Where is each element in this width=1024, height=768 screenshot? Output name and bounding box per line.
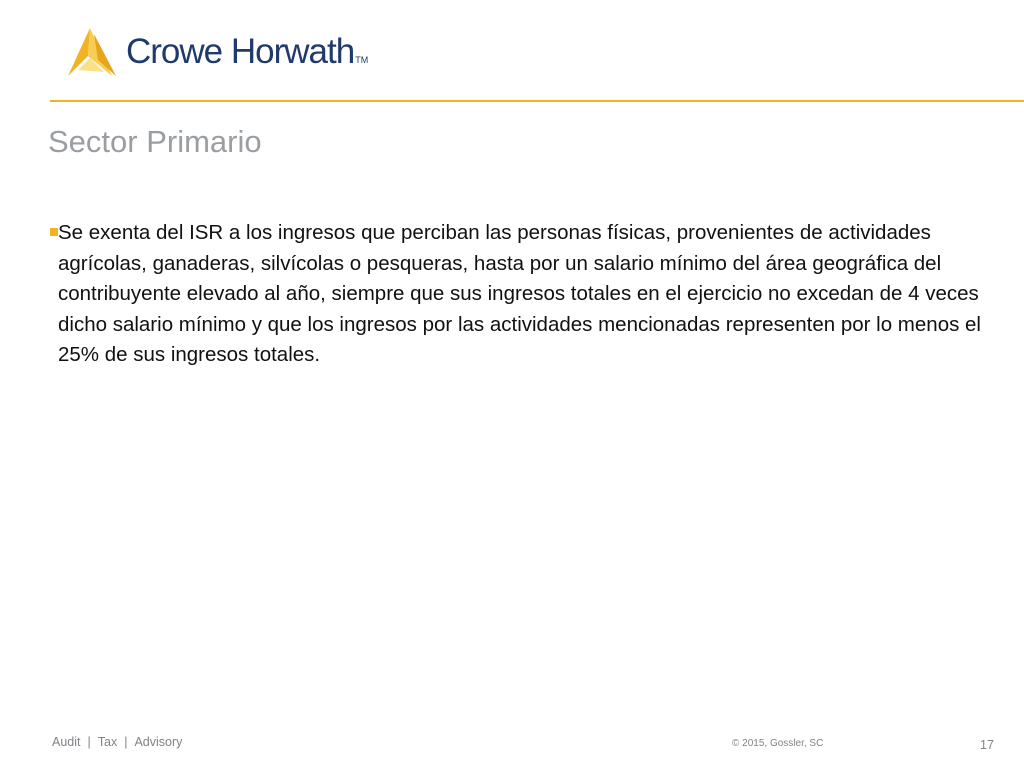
footer-separator: |: [124, 735, 128, 749]
footer-separator: |: [87, 735, 91, 749]
footer-audit: Audit: [52, 735, 81, 749]
bullet-text: Se exenta del ISR a los ingresos que perciban las personas físicas, provenientes de actividades agrícolas, ganaderas, silvícolas o pesqueras, hasta por un salario mínimo del área geográfica del contribuyente elevado al año, siempre que sus ingresos totales en el ejercicio no excedan de 4 veces dicho salario mínimo y que los ingresos por las actividades mencionadas representen por lo menos el 25% de sus ingresos totales.: [58, 221, 981, 367]
page-number: 17: [980, 738, 994, 752]
trademark-symbol: TM: [355, 55, 369, 65]
header-divider: [50, 100, 1024, 102]
bullet-item: [50, 218, 994, 371]
footer-service-lines: [52, 735, 182, 749]
copyright-notice: © 2015, Gossler, SC: [732, 738, 824, 749]
footer-advisory: Advisory: [134, 735, 183, 749]
crowe-horwath-sail-logo-icon: [64, 26, 120, 78]
slide-title: Sector Primario: [48, 124, 262, 159]
company-logo: [64, 26, 368, 78]
company-name: [126, 32, 368, 80]
footer-tax: Tax: [97, 735, 118, 749]
company-name-text: Crowe Horwath: [126, 32, 355, 71]
square-bullet-icon: [50, 228, 58, 236]
